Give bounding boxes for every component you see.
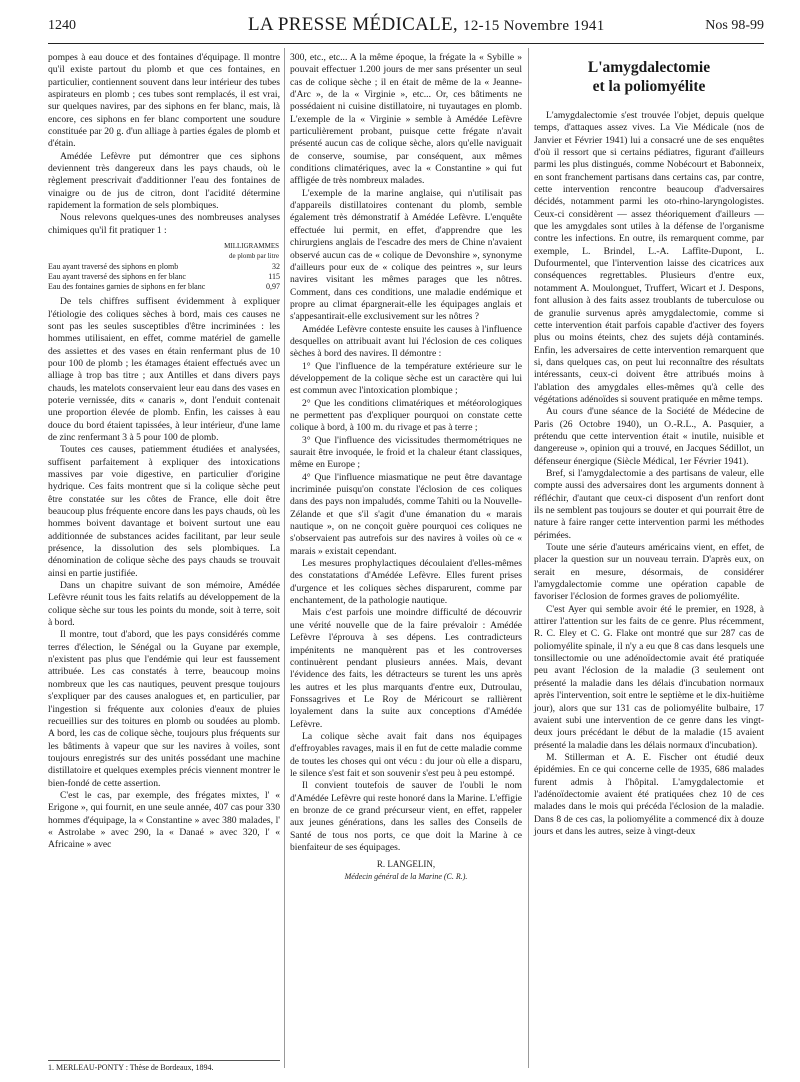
table-cell: 32: [272, 262, 280, 272]
table-cell: Eau des fontaines garnies de siphons en fer blanc: [48, 282, 206, 292]
column-1: [48, 52, 280, 852]
issue-date: 12-15 Novembre 1941: [463, 18, 605, 34]
author-signature: R. LANGELIN,: [376, 859, 436, 870]
paragraph: Amédée Lefèvre conteste ensuite les causes à l'influence desquelles on attribuait avant lui l'éclosion de ces coliques sèches à bord des navires. Il démontre :: [290, 323, 522, 360]
column-divider: [528, 48, 529, 1068]
table-row: [48, 272, 280, 282]
header-rule: [48, 43, 764, 44]
table-header: MILLIGRAMMES de plomb par litre: [224, 242, 279, 261]
paragraph: C'est le cas, par exemple, des frégates mixtes, l' « Erigone », qui fournit, en une seule année, 407 cas pour 330 hommes d'équipage, la « Constantine » avec 380 malades, l' « Astrolabe » avec 290, la « Danaé » avec 320, l' « Africaine » avec: [48, 789, 280, 851]
paragraph: Bref, si l'amygdalectomie a des partisans de valeur, elle compte aussi des adversaires dont les arguments donnent à réfléchir, d'autant que ceux-ci disposent d'un renfort dont ils ne semblent pas toujours se douter et qui pourrait être de nature à faire ranger cette intervention parmi les méthodes périmées.: [534, 467, 764, 541]
paragraph: Il montre, tout d'abord, que les pays considérés comme terres d'élection, le Sénégal ou la Guyane par exemple, n'existent pas plus que l'endémie qui leur est faussement attribuée. Les cas constatés à terre, beaucoup moins nombreux que les cas nautiques, peuvent presque toujours s'expliquer par des causes analogues et, en particulier, par l'ingestion si fréquente aux colonies d'eaux de pluies recueillies sur des toitures en plomb ou soudées au plomb. A bord, les cas de colique sèche, toujours plus fréquents sur les bâtiments à vapeur que sur les navires à voiles, sont toujours enregistrés sur des unités possédant une machine distillatoire et quelques exemples précis viennent montrer le bien-fondé de cette assertion.: [48, 629, 280, 789]
paragraph: De tels chiffres suffisent évidemment à expliquer l'étiologie des coliques sèches à bord, mais ces causes ne sont pas les seules susceptibles d'être incriminées : les hommes utilisaient, en effet, comme matériel de gamelle des assiettes et des vases en étain renfermant plus de 10 pour 100 de plomb ; les étamages étaient effectués avec un alliage à trop bas titre ; aux Antilles et dans divers pays chauds, les matelots conservaient leur eau dans des vases en poterie vernissée, dits « canaris », dont l'enduit contenait une proportion élevée de plomb. Enfin, les caisses à eau douce du bord étaient tapissées, à leur intérieur, d'une lame de zinc renfermant 3 à 5 pour 100 de plomb.: [48, 296, 280, 443]
paragraph: 3° Que l'influence des vicissitudes thermométriques ne saurait être invoquée, le froid et la chaleur étant classiques, même en Europe ;: [290, 434, 522, 471]
article-title-line: L'amygdalectomie: [587, 59, 711, 76]
paragraph: C'est Ayer qui semble avoir été le premier, en 1928, à attirer l'attention sur les faits de ce genre. Plus récemment, R. C. Eley et C. G. Flake ont montré que sur 287 cas de poliomyélite spinale, il n'y a eu que 8 cas dans lesquels une tonsillectomie ou une adénoïdectomie avait été pratiquée peu avant l'éclosion de la maladie (3 seulement ont présenté la maladie dans les délais d'incubation normaux après l'intervention, soit entre le septième et le dix-huitième jour), alors que sur 131 cas de poliomyélite bulbaire, 17 avaient subi une intervention de ce genre dans les vingt-deux jours précédant le début de la maladie (15 avaient présenté la maladie dans les délais normaux d'incubation).: [534, 603, 764, 751]
table-cell: 115: [268, 272, 280, 282]
paragraph: L'exemple de la marine anglaise, qui n'utilisait pas d'appareils distillatoires contenant du plomb, semble également très démonstratif à Amédée Lefèvre. L'enquête effectuée lui permit, en effet, d'apprendre que les chirurgiens anglais de l'escadre des mers de Chine n'avaient observé aucun cas de « colique de Devonshire », synonyme d'ailleurs pour eux de « colique des peintres », sur leurs navires visitant les mêmes parages que les nôtres. Comment, dans ces conditions, une maladie endémique et propre au climat épargnerait-elle les équipages anglais et s'appesantirait-elle exclusivement sur les nôtres ?: [290, 187, 522, 323]
table-row: [48, 262, 280, 272]
article-title-line: et la poliomyélite: [592, 78, 706, 95]
page-header: [48, 0, 764, 42]
paragraph: Dans un chapitre suivant de son mémoire, Amédée Lefèvre réunit tous les faits relatifs au développement de la colique sèche sur tous les points du monde, soit à terre, soit à bord.: [48, 580, 280, 629]
paragraph: Il convient toutefois de sauver de l'oubli le nom d'Amédée Lefèvre qui reste honoré dans la Marine. L'effigie en bronze de ce grand précurseur vient, en effet, rappeler aux jeunes générations, dans les salles des Conseils de Santé de tous nos ports, ce que doit la Marine à ce bienfaiteur de ses équipages.: [290, 780, 522, 853]
analysis-table: [48, 240, 280, 292]
paragraph: Au cours d'une séance de la Société de Médecine de Paris (26 Octobre 1940), un O.-R.L., A. Pasquier, a prétendu que cette intervention était « inutile, nuisible et dangereuse », opinion qui a trouvé, en Jacques Sédillot, un défenseur énergique (Siècle Médical, 1er Février 1941).: [534, 406, 764, 467]
paragraph: Toutes ces causes, patiemment étudiées et analysées, suffisent parfaitement à expliquer des intoxications massives par voie digestive, en particulier d'origine hydrique. Ces faits montrent que si la colique sèche peut être constatée sur les côtes de France, elle doit être beaucoup plus fréquente encore dans les pays chauds, où les hommes boivent davantage et boivent surtout une eau additionnée de substances acides facilitant, par leur seule présence, la dissolution des sels plombiques. La dénomination de colique sèche des pays chauds se trouvait ainsi en partie justifiée.: [48, 444, 280, 579]
paragraph: 2° Que les conditions climatériques et météorologiques ne permettent pas d'expliquer pourquoi on constate cette colique à bord, à 100 m. du rivage et pas à terre ;: [290, 397, 522, 434]
page-number: 1240: [48, 18, 76, 33]
paragraph: Nous relevons quelques-unes des nombreuses analyses chimiques qu'il fit pratiquer 1 :: [48, 212, 280, 236]
paragraph: Amédée Lefèvre put démontrer que ces siphons deviennent très dangereux dans les pays chauds, où le règlement prescrivait d'additionner l'eau des fontaines de vinaigre ou de jus de citron, dont l'acidité détermine rapidement la formation de sels plombiques.: [48, 150, 280, 212]
table-cell: Eau ayant traversé des siphons en fer blanc: [48, 272, 186, 282]
paragraph: 300, etc., etc... A la même époque, la frégate la « Sybille » pouvait effectuer 1.200 jours de mer sans présenter un seul cas de colique sèche ; il en était de même de la « Jeanne-d'Arc », de la « Virginie », etc... Or, ces bâtiments ne possédaient ni cuisine distillatoire, ni tuyautages en plomb. L'exemple de la « Virginie » semble à Amédée Lefèvre particulièrement probant, puisque cette frégate n'avait présenté aucun cas de colique sèche, alors qu'elle naviguait de conserve, soumise, par conséquent, aux mêmes conditions climatériques, avec la « Constantine » qui fut affligée de très nombreux malades.: [290, 52, 522, 187]
publication-name: LA PRESSE MÉDICALE,: [248, 14, 458, 35]
article-title: [534, 58, 764, 96]
column-2: [290, 52, 522, 883]
publication-title: [248, 14, 605, 36]
paragraph: pompes à eau douce et des fontaines d'équipage. Il montre qu'il existe partout du plomb et que ces fontaines, en particulier, contiennent souvent dans leur intérieur des tubes aspirateurs en plomb ; ces tubes sont remplacés, il est vrai, sur quelques navires, par des siphons en fer blanc, mais, là encore, ces siphons en fer blanc comportent une soudure constituée par 20 g. d'un alliage à parties égales de plomb et d'étain.: [48, 52, 280, 150]
table-cell: Eau ayant traversé des siphons en plomb: [48, 262, 179, 272]
author-title: Médecin général de la Marine (C. R.).: [344, 871, 468, 881]
issue-number: Nos 98-99: [705, 18, 764, 33]
paragraph: L'amygdalectomie s'est trouvée l'objet, depuis quelque temps, d'attaques assez vives. La Vie Médicale (nos de Janvier et Février 1941) lui a consacré une de ses enquêtes d'où il ressort que si certains pédiatres, figurant d'ailleurs parmi les plus distingués, comme Nobécourt et Babonneix, en sont franchement partisans dans certains cas, par contre, cette intervention rencontre beaucoup d'adversaires décidés, notamment parmi les oto-rhino-laryngologistes. Ceux-ci considèrent — assez théoriquement d'ailleurs — que les amygdales sont utiles à la défense de l'organisme contre les infections. En outre, ils remarquent comme, par exemple, L. Brindel, L.-A. Laffite-Dupont, L. Dufourmentel, que l'intervention laisse des cicatrices aux conséquences regrettables. Plusieurs d'entre eux, notamment A. Moulonguet, Truffert, Wicart et J. Despons, font allusion à des faits assez troublants de tuberculose ou de granulie survenus après amygdalectomie, comme si cette intervention était parfois capable d'activer des foyers plus ou moins éteints, chez des sujets déjà contaminés. Enfin, les adversaires de cette intervention remarquent que si, dans quelques cas, on peut lui reconnaître des résultats intéressants, ceux-ci doivent être attribués moins à l'ablation des amygdales elles-mêmes qu'à celle des végétations adénoïdes si souvent pratiquée en même temps.: [534, 110, 764, 405]
paragraph: 1° Que l'influence de la température extérieure sur le développement de la colique sèche est un caractère qui lui est commun avec l'intoxication plombique ;: [290, 360, 522, 397]
paragraph: 4° Que l'influence miasmatique ne peut être davantage incriminée puisqu'on constate l'éclosion de ces coliques dans des pays non impaludés, comme Tahiti ou la Nouvelle-Zélande et que s'il s'agit d'une émanation du « marais nautique », on ne conçoit guère pourquoi ces coliques ne s'observaient pas autrefois sur des navires à voiles où ce « marais » existait cependant.: [290, 471, 522, 557]
paragraph: Les mesures prophylactiques découlaient d'elles-mêmes des constatations d'Amédée Lefèvre. Elles furent prises d'urgence et les coliques sèches disparurent, comme par enchantement, de la pathologie nautique.: [290, 558, 522, 607]
paragraph: M. Stillerman et A. E. Fischer ont étudié deux épidémies. En ce qui concerne celle de 1935, 686 malades furent admis à l'hôpital. L'amygdalectomie et l'adénoïdectomie avaient été pratiquées chez 10 de ces malades dans le mois qui précéda l'éclosion de la maladie. Dans 8 de ces cas, la poliomyélite a commencé dix à douze jours et dans les autres, seize à vingt-deux: [534, 751, 764, 837]
footnote: 1. MERLEAU-PONTY : Thèse de Bordeaux, 1894.: [48, 1060, 280, 1072]
column-3: [534, 52, 764, 838]
paragraph: La colique sèche avait fait dans nos équipages d'effroyables ravages, mais il en fut de cette maladie comme de toutes les choses qui ont vécu : du jour où elle a disparu, le silence s'est fait et son souvenir s'est peu à peu estompé.: [290, 730, 522, 779]
paragraph: Mais c'est parfois une moindre difficulté de découvrir une vérité nouvelle que de la faire prévaloir : Amédée Lefèvre l'éprouva à ses dépens. Les contradicteurs impénitents ne manquèrent pas et les controverses continuèrent pendant plusieurs années. Mais, devant l'évidence des faits, les détracteurs se turent les uns après les autres et les plus marquants d'entre eux, Dutroulau, Fonssagrives et Le Roy de Méricourt se rallièrent loyalement dans la suite aux conceptions d'Amédée Lefèvre.: [290, 607, 522, 730]
column-divider: [284, 48, 285, 1068]
table-cell: 0,97: [266, 282, 280, 292]
paragraph: Toute une série d'auteurs américains vient, en effet, de placer la question sur un nouveau terrain. D'après eux, on serait en mesure, désormais, de considérer l'amygdalectomie comme une opération capable de favoriser l'éclosion de formes graves de poliomyélite.: [534, 542, 764, 603]
table-row: [48, 282, 280, 292]
